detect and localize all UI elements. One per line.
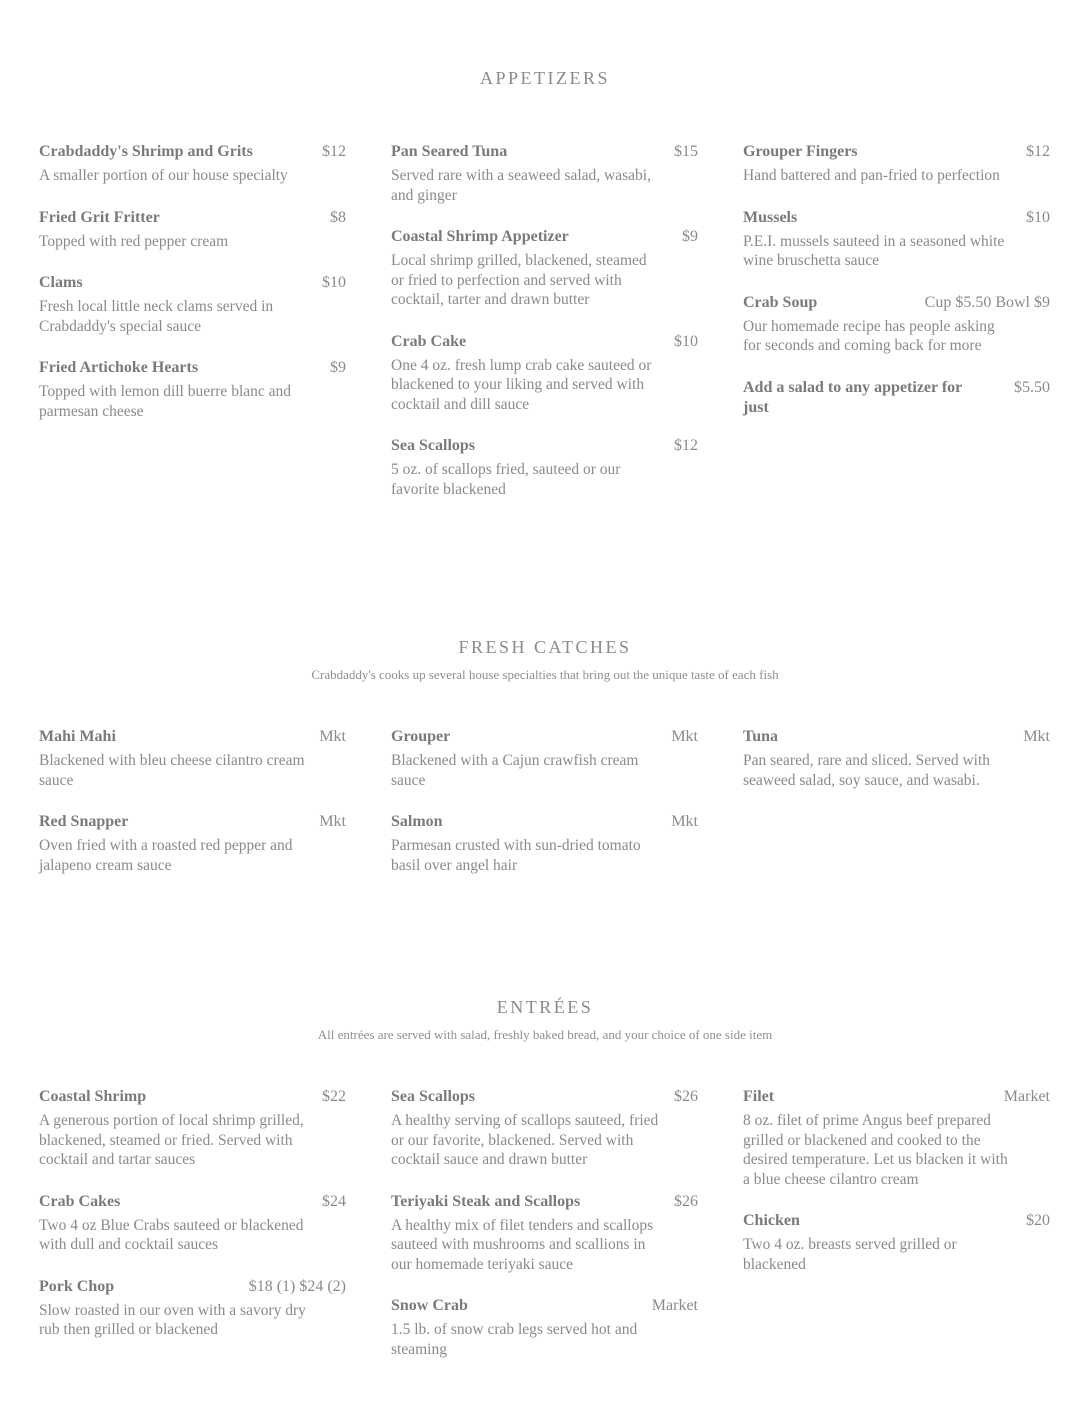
menu-item — [391, 1296, 698, 1359]
menu-item-header — [743, 1087, 1050, 1107]
section-title: APPETIZERS — [479, 68, 610, 88]
menu-item-header — [39, 1087, 346, 1107]
menu-item — [39, 208, 346, 252]
menu-item-header — [391, 436, 698, 456]
menu-item-description: Pan seared, rare and sliced. Served with seaweed salad, soy sauce, and wasabi. — [743, 752, 991, 789]
menu-item-price: Mkt — [1023, 728, 1050, 745]
fresh-catches-column-2 — [391, 727, 698, 897]
menu-item-header — [391, 1296, 698, 1316]
menu-item-description: Topped with lemon dill buerre blanc and parmesan cheese — [39, 383, 292, 420]
menu-item-price: $8 — [330, 208, 346, 226]
entrees-column-2 — [391, 1087, 698, 1381]
menu-item — [743, 208, 1050, 271]
menu-item — [743, 1211, 1050, 1274]
menu-item-header — [743, 727, 1050, 747]
menu-item — [743, 142, 1050, 186]
menu-item-description: Local shrimp grilled, blackened, steamed or fried to perfection and served with cocktail, tarter and drawn butter — [391, 252, 647, 308]
appetizers-section — [0, 68, 1090, 89]
section-subtitle: Crabdaddy's cooks up several house specialties that bring out the unique taste of each fish — [311, 667, 779, 682]
menu-item-price: $9 — [682, 228, 698, 245]
menu-item-description: Served rare with a seaweed salad, wasabi, and ginger — [391, 167, 651, 204]
fresh-catches-section — [0, 637, 1090, 683]
menu-item-name: Fried Artichoke Hearts — [39, 359, 199, 376]
menu-item — [39, 1192, 346, 1255]
menu-item — [39, 273, 346, 336]
appetizers-column-1 — [39, 142, 346, 443]
menu-item-description: A healthy serving of scallops sauteed, fried or our favorite, blackened. Served with cocktail sauce and drawn butter — [391, 1112, 659, 1168]
menu-item-price: Mkt — [671, 813, 698, 830]
menu-item-price: $10 — [322, 274, 346, 291]
section-title: ENTRÉES — [496, 997, 594, 1017]
menu-item-header — [391, 812, 698, 832]
appetizers-column-2 — [391, 142, 698, 521]
menu-item-name: Mussels — [743, 208, 798, 226]
section-title: FRESH CATCHES — [458, 637, 632, 657]
menu-item — [39, 1277, 346, 1340]
menu-item-description: Slow roasted in our oven with a savory dry rub then grilled or blackened — [39, 1301, 306, 1338]
menu-item-header — [391, 142, 698, 162]
menu-item-name: Mahi Mahi — [39, 728, 116, 745]
menu-item-name: Tuna — [743, 728, 778, 745]
menu-item-price: $24 — [322, 1192, 346, 1210]
menu-item — [39, 358, 346, 421]
menu-item-name: Sea Scallops — [391, 1088, 476, 1105]
menu-item-description: Hand battered and pan-fried to perfection — [743, 167, 1000, 184]
menu-item-name: Salmon — [391, 813, 443, 830]
menu-item — [39, 727, 346, 790]
menu-item-description: Oven fried with a roasted red pepper and jalapeno cream sauce — [39, 837, 293, 874]
menu-item-header — [39, 727, 346, 747]
entrees-column-1 — [39, 1087, 346, 1362]
menu-item-name: Crab Soup — [743, 293, 818, 311]
menu-item-name: Red Snapper — [39, 813, 129, 830]
menu-item — [391, 1087, 698, 1170]
menu-item-header — [39, 1277, 346, 1297]
menu-item-price: Mkt — [319, 728, 346, 745]
menu-item — [39, 142, 346, 186]
menu-item-name: Coastal Shrimp Appetizer — [391, 228, 569, 245]
menu-item-description: Blackened with bleu cheese cilantro cream sauce — [39, 752, 305, 789]
menu-item-name: Sea Scallops — [391, 437, 476, 454]
menu-item-price: $18 (1) $24 (2) — [248, 1277, 346, 1295]
menu-item — [39, 1087, 346, 1170]
menu-item — [39, 812, 346, 875]
menu-item — [391, 227, 698, 310]
menu-item-name: Pan Seared Tuna — [391, 143, 508, 160]
entrees-section — [0, 997, 1090, 1043]
menu-item-description: A smaller portion of our house specialty — [39, 167, 288, 184]
menu-item-price: $12 — [674, 437, 698, 454]
menu-item-name: Add a salad to any appetizer for just — [743, 378, 962, 416]
menu-item — [391, 1192, 698, 1275]
appetizers-column-3 — [743, 142, 1050, 440]
menu-item — [391, 332, 698, 415]
menu-item-description: 1.5 lb. of snow crab legs served hot and steaming — [391, 1321, 638, 1358]
menu-item-name: Clams — [39, 274, 83, 291]
menu-item-price: Cup $5.50 Bowl $9 — [924, 293, 1050, 311]
menu-item-header — [743, 142, 1050, 162]
menu-item-header — [391, 727, 698, 747]
menu-item-name: Coastal Shrimp — [39, 1088, 147, 1105]
menu-item-description: One 4 oz. fresh lump crab cake sauteed or blackened to your liking and served with cocktail and dill sauce — [391, 356, 652, 413]
menu-item-price: Mkt — [319, 813, 346, 830]
menu-item-header — [391, 332, 698, 352]
menu-item-header — [391, 1192, 698, 1212]
menu-item-header — [391, 1087, 698, 1107]
menu-item-price: $9 — [330, 359, 346, 376]
menu-item-price: $26 — [674, 1088, 698, 1105]
menu-item-price: $12 — [1026, 143, 1050, 160]
menu-item-price: Mkt — [671, 728, 698, 745]
menu-item-name: Crab Cake — [391, 332, 467, 350]
menu-item — [743, 1087, 1050, 1189]
menu-item — [743, 727, 1050, 790]
menu-item-price: $10 — [1026, 208, 1050, 226]
menu-item-header — [743, 208, 1050, 228]
fresh-catches-column-1 — [39, 727, 346, 897]
menu-item-price: $10 — [674, 332, 698, 350]
menu-item-price: Market — [651, 1297, 698, 1314]
menu-item-header — [391, 227, 698, 247]
menu-item-header — [743, 378, 1050, 418]
menu-item-description: Blackened with a Cajun crawfish cream sauce — [391, 752, 639, 789]
entrees-column-3 — [743, 1087, 1050, 1296]
menu-item-price: $5.50 — [1014, 378, 1050, 396]
menu-item-price: $12 — [322, 143, 346, 160]
menu-item-name: Crabdaddy's Shrimp and Grits — [39, 143, 253, 160]
menu-item-price: $15 — [674, 143, 698, 160]
menu-item-header — [743, 1211, 1050, 1231]
menu-item-description: Two 4 oz Blue Crabs sauteed or blackened with dull and cocktail sauces — [39, 1216, 304, 1253]
menu-item-header — [39, 812, 346, 832]
menu-item-description: Our homemade recipe has people asking for seconds and coming back for more — [743, 317, 995, 354]
menu-item-description: Topped with red pepper cream — [39, 232, 229, 250]
menu-item — [391, 812, 698, 875]
menu-item — [743, 293, 1050, 356]
menu-item-header — [39, 208, 346, 228]
menu-item — [391, 142, 698, 205]
menu-item — [391, 727, 698, 790]
menu-item-header — [39, 142, 346, 162]
menu-item-description: A generous portion of local shrimp grilled, blackened, steamed or fried. Served with cocktail and tartar sauces — [39, 1112, 304, 1168]
menu-item — [391, 436, 698, 499]
menu-item-description: P.E.I. mussels sauteed in a seasoned white wine bruschetta sauce — [743, 232, 1005, 269]
menu-item-description: Two 4 oz. breasts served grilled or blackened — [743, 1236, 957, 1273]
menu-item-price: $20 — [1026, 1212, 1050, 1229]
menu-item-description: Fresh local little neck clams served in Crabdaddy's special sauce — [39, 298, 274, 335]
menu-item-header — [39, 358, 346, 378]
menu-item-name: Filet — [743, 1088, 775, 1105]
menu-item-description: A healthy mix of filet tenders and scallops sauteed with mushrooms and scallions in our homemade teriyaki sauce — [391, 1216, 654, 1273]
menu-item-name: Pork Chop — [39, 1277, 115, 1295]
menu-item-price: Market — [1003, 1088, 1050, 1105]
menu-item-name: Fried Grit Fritter — [39, 208, 160, 226]
menu-item-header — [39, 1192, 346, 1212]
menu-item-name: Teriyaki Steak and Scallops — [391, 1192, 581, 1210]
menu-item-header — [743, 293, 1050, 313]
menu-item-price: $26 — [674, 1192, 698, 1210]
menu-item-price: $22 — [322, 1088, 346, 1105]
menu-item-description: Parmesan crusted with sun-dried tomato basil over angel hair — [391, 837, 641, 874]
fresh-catches-column-3 — [743, 727, 1050, 812]
menu-item-name: Chicken — [743, 1212, 800, 1229]
menu-item-description: 8 oz. filet of prime Angus beef prepared grilled or blackened and cooked to the desired temperature. Let us blacken it with a blue cheese cilantro cream — [743, 1112, 1008, 1188]
menu-item-name: Grouper — [391, 728, 451, 745]
menu-item-name: Crab Cakes — [39, 1192, 121, 1210]
section-subtitle: All entrées are served with salad, freshly baked bread, and your choice of one side item — [317, 1027, 773, 1042]
menu-item-header — [39, 273, 346, 293]
menu-item-name: Grouper Fingers — [743, 143, 858, 160]
menu-item — [743, 378, 1050, 418]
menu-item-name: Snow Crab — [391, 1297, 468, 1314]
menu-item-description: 5 oz. of scallops fried, sauteed or our favorite blackened — [391, 461, 621, 498]
